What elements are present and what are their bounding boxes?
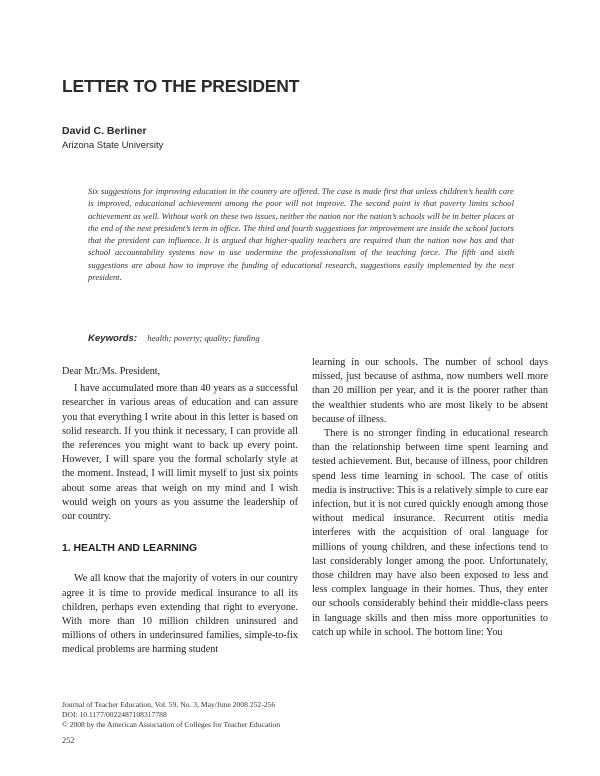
- keywords-line: [88, 333, 514, 344]
- left-column: [62, 365, 298, 658]
- copyright: © 2008 by the American Association of Colleges for Teacher Education: [62, 720, 281, 729]
- section-1-paragraph: We all know that the majority of voters in our country agree it is time to provide medical insurance to all its children, perhaps even extending that right to everyone. With more than 10 million children uninsured and millions of others in underinsured families, simple-to-fix medical problems are harming student: [62, 573, 298, 656]
- page-number: 252: [62, 736, 75, 745]
- right-column: [312, 356, 548, 640]
- doi: DOI: 10.1177/0022487108317788: [62, 710, 167, 719]
- otitis-media-paragraph: There is no stronger finding in educational research than the relationship between time spent learning and tested achievement. But, because of illness, poor children spend less time learning in school. The case of otitis media is instructive: This is a relatively simple to cure ear infection, but it is not cured quickly enough among those without medical insurance. Recurrent otitis media interferes with the acquisition of oral language for millions of young children, and these infections tend to last considerably longer among the poor. Unfortunately, those children may have also been exposed to less and less complex language in their homes. Thus, they enter our schools considerably behind their middle-class peers in language skills and then miss more opportunities to catch up while in school. The bottom line: You: [312, 428, 548, 638]
- keywords-label: Keywords:: [88, 333, 138, 344]
- continued-paragraph: learning in our schools. The number of school days missed, just because of asthma, now numbers well more than 20 million per year, and it is the poorer rather than the wealthier students who are most likely to be absent because of illness.: [312, 357, 548, 425]
- journal-footer: [62, 700, 280, 730]
- author-affiliation: Arizona State University: [62, 140, 164, 151]
- intro-paragraph: I have accumulated more than 40 years as a successful researcher in various areas of education and can assure you that everything I write about in this letter is based on solid research. If you think it necessary, I can provide all the references you might want to back up every point. However, I will spare you the formal scholarly style at the moment. Instead, I will limit myself to just six points about some areas that weigh on my mind and I wish would weigh on yours as you assume the leadership of our country.: [62, 383, 298, 523]
- author-name: David C. Berliner: [62, 125, 147, 137]
- salutation: Dear Mr./Ms. President,: [62, 366, 161, 377]
- journal-citation: Journal of Teacher Education, Vol. 59, No. 3, May/June 2008 252-256: [62, 700, 276, 709]
- keywords-terms: health; poverty; quality; funding: [147, 333, 260, 343]
- section-heading-health-and-learning: 1. HEALTH AND LEARNING: [62, 543, 198, 555]
- article-title: LETTER TO THE PRESIDENT: [62, 76, 300, 96]
- abstract: Six suggestions for improving education in the country are offered. The case is made first that unless children’s health care is improved, educational achievement among the poor will not improve. The second point is that poverty limits school achievement as well. Without work on these two issues, neither the nation nor the nation’s schools will be in better places at the end of the next president’s term in office. The third and fourth suggestions for improvement are inside the school factors that the president can influence. It is argued that higher-quality teachers are required than the nation now has and that school accountability systems now in use undermine the professionalism of the teaching force. The fifth and sixth suggestions are about how to improve the funding of educational research, suggestions easily implemented by the next president.: [88, 186, 514, 283]
